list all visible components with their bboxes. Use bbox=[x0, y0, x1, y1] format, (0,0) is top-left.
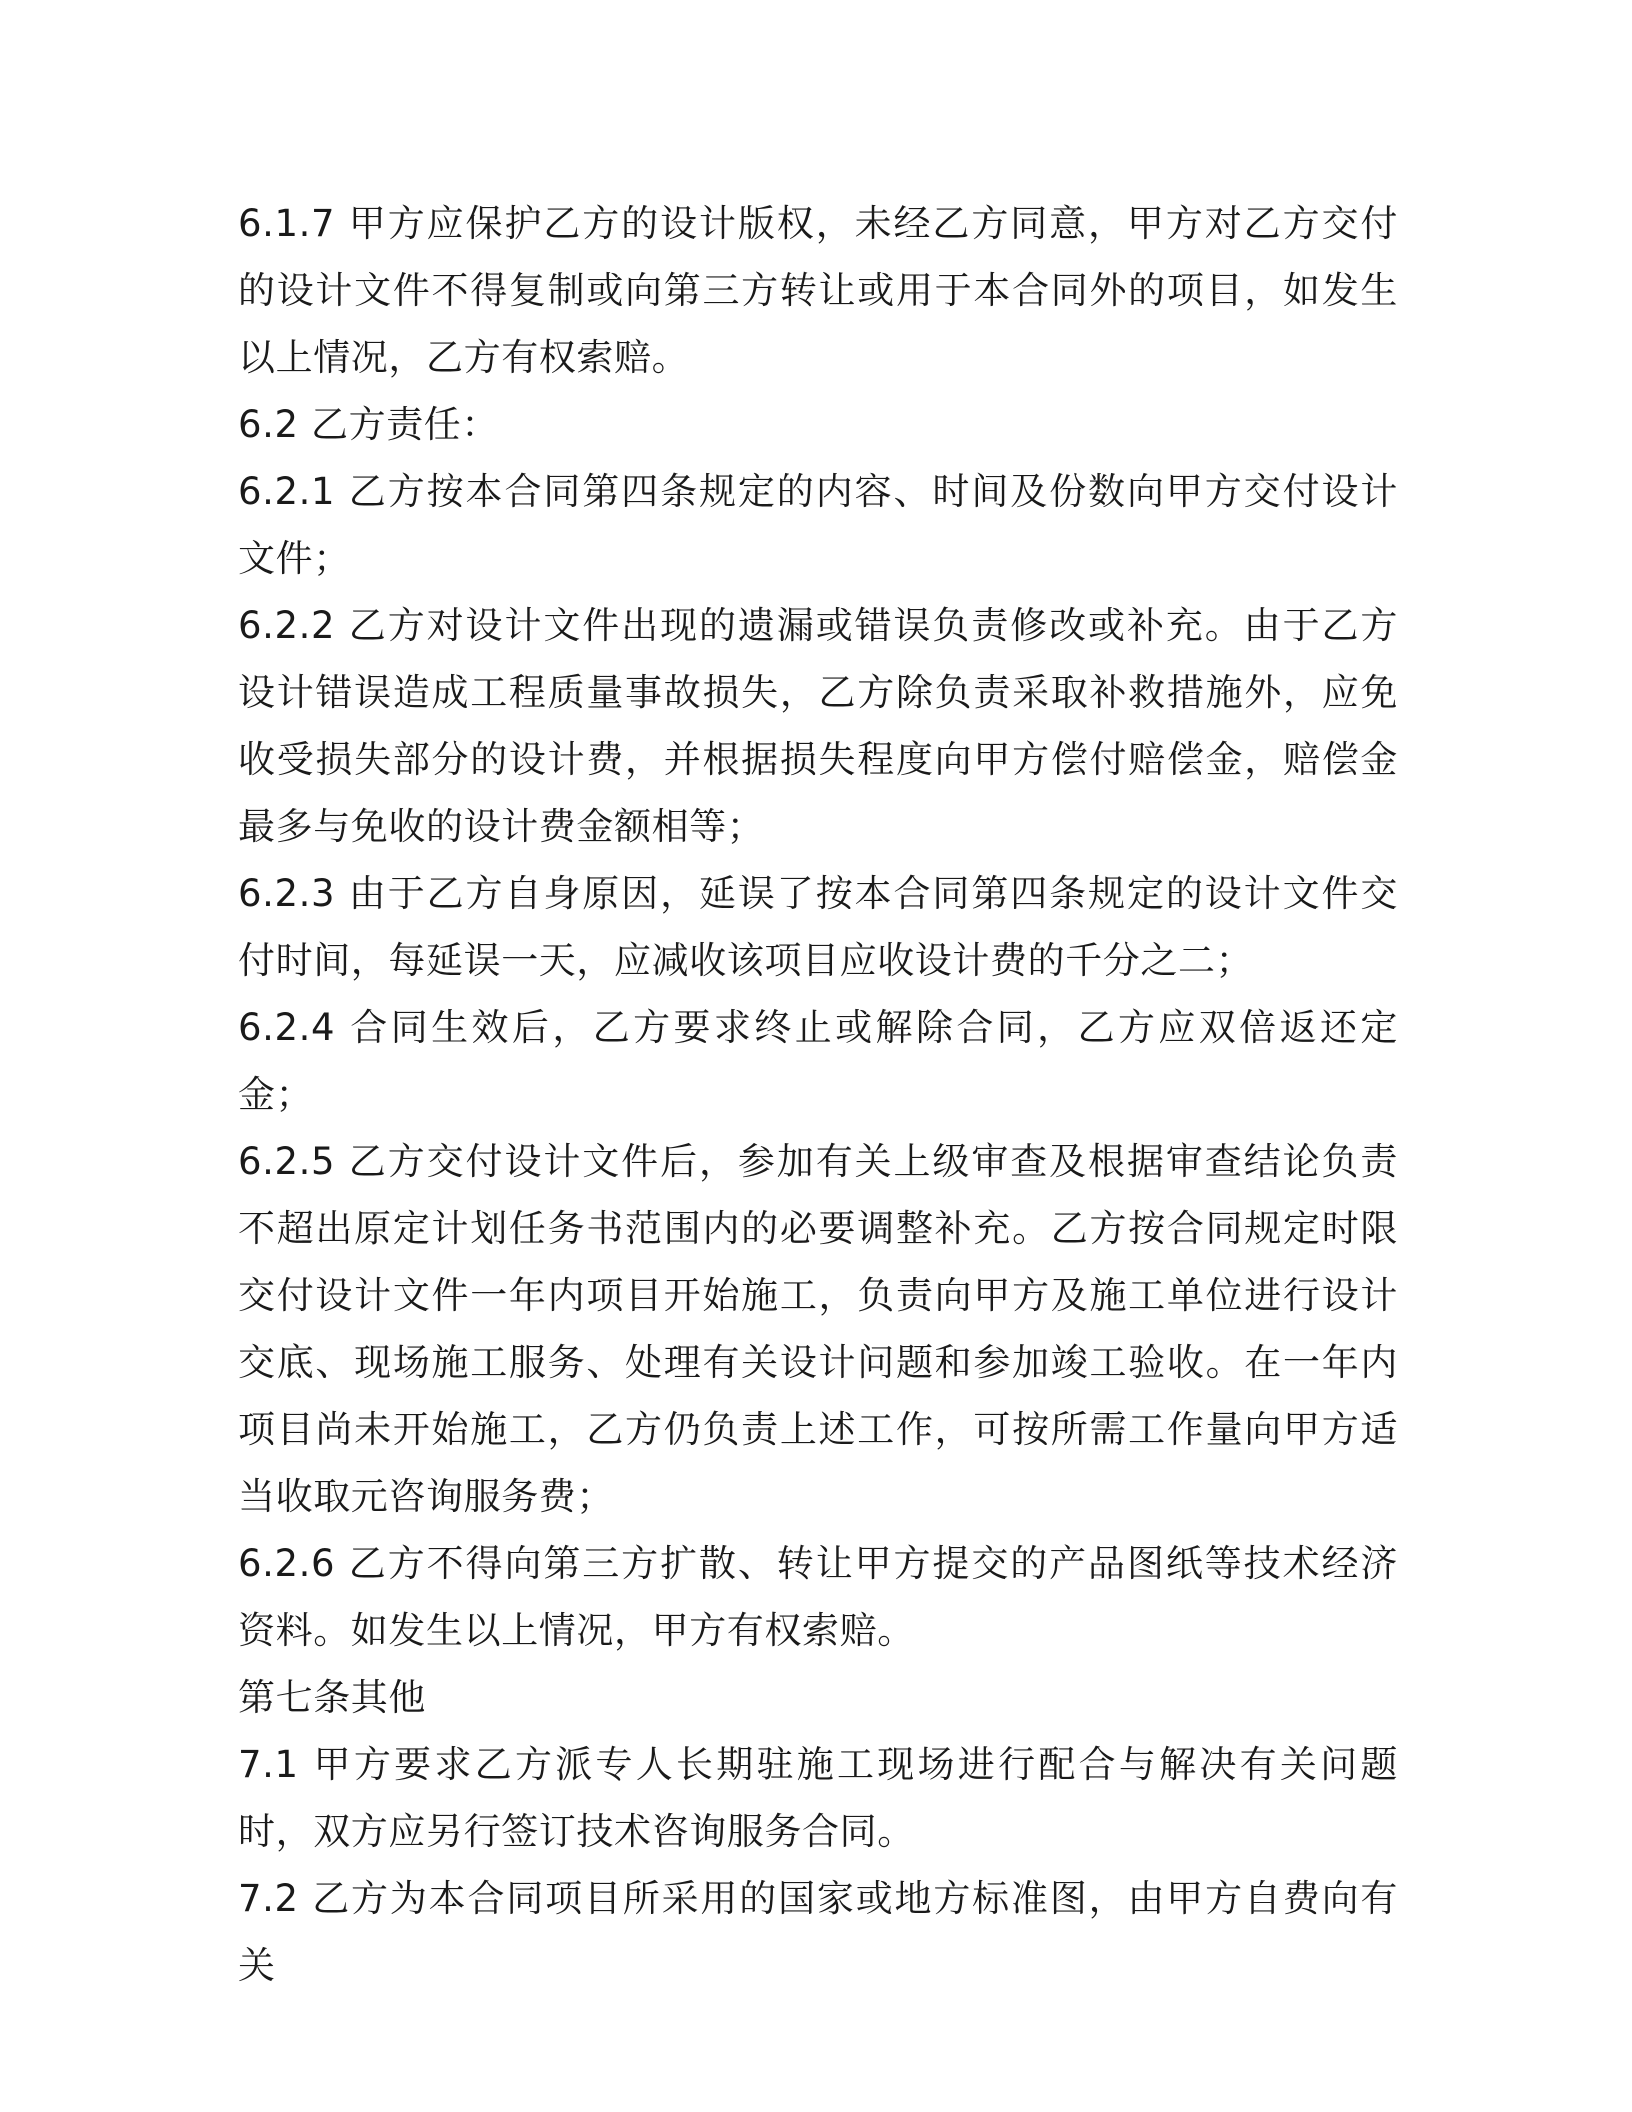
clause-6-2-2: 6.2.2 乙方对设计文件出现的遗漏或错误负责修改或补充。由于乙方设计错误造成工程质量事故损失，乙方除负责采取补救措施外，应免收受损失部分的设计费，并根据损失程度向甲方偿付赔偿金，赔偿金最多与免收的设计费金额相等； bbox=[238, 604, 1398, 848]
clause-7-1: 7.1 甲方要求乙方派专人长期驻施工现场进行配合与解决有关问题时，双方应另行签订技术咨询服务合同。 bbox=[238, 1743, 1398, 1853]
clause-6-2-6: 6.2.6 乙方不得向第三方扩散、转让甲方提交的产品图纸等技术经济资料。如发生以上情况，甲方有权索赔。 bbox=[238, 1542, 1398, 1652]
clause-6-2-3: 6.2.3 由于乙方自身原因，延误了按本合同第四条规定的设计文件交付时间，每延误一天，应减收该项目应收设计费的千分之二； bbox=[238, 872, 1398, 982]
clause-7-2: 7.2 乙方为本合同项目所采用的国家或地方标准图，由甲方自费向有关 bbox=[238, 1877, 1398, 1987]
clause-6-1-7: 6.1.7 甲方应保护乙方的设计版权，未经乙方同意，甲方对乙方交付的设计文件不得复制或向第三方转让或用于本合同外的项目，如发生以上情况，乙方有权索赔。 bbox=[238, 202, 1398, 379]
clause-6-2-5: 6.2.5 乙方交付设计文件后，参加有关上级审查及根据审查结论负责不超出原定计划任务书范围内的必要调整补充。乙方按合同规定时限交付设计文件一年内项目开始施工，负责向甲方及施工单位进行设计交底、现场施工服务、处理有关设计问题和参加竣工验收。在一年内项目尚未开始施工，乙方仍负责上述工作，可按所需工作量向甲方适当收取元咨询服务费； bbox=[238, 1140, 1398, 1518]
document-page bbox=[238, 190, 1398, 1999]
clause-6-2-1: 6.2.1 乙方按本合同第四条规定的内容、时间及份数向甲方交付设计文件； bbox=[238, 470, 1398, 580]
clause-6-2-4: 6.2.4 合同生效后，乙方要求终止或解除合同，乙方应双倍返还定金； bbox=[238, 1006, 1398, 1116]
article-7-heading: 第七条其他 bbox=[238, 1676, 426, 1719]
section-heading-6-2: 6.2 乙方责任： bbox=[238, 403, 500, 446]
